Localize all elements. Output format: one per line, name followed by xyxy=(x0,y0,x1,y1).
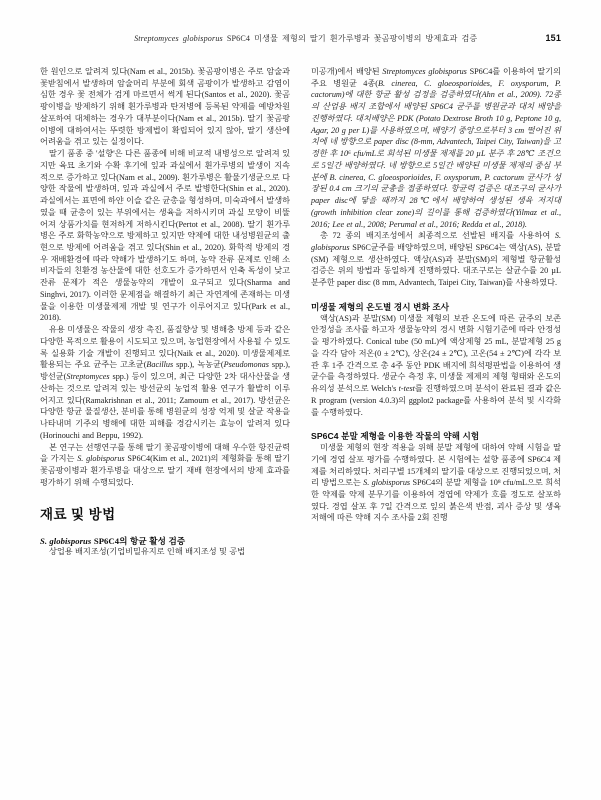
running-head-rest: SP6C4 미생물 제형의 딸기 흰가루병과 꽃곰팡이병의 방제효과 검증 xyxy=(226,34,478,43)
subsection-heading-phytotoxicity-test: SP6C4 분말 제형을 이용한 작물의 약해 시험 xyxy=(311,431,480,442)
paragraph: 한 원인으로 알려져 있다(Nam et al., 2015b). 꽃곰팡이병은 주로 암술과 꽃받침에서 발생하며 암술머리 부분에 회색 곰팡이가 발생하고 감염이 심한 경우 꽃 전체가 검게 마르면서 썩게 된다(Santos et al., 2020). 꽃곰팡이병을 방제하기 위해 흰가루병과 탄저병에 등록된 약제를 예방차원 살포하여 대체하는 경우가 대부분이다(Nam et al., 2015b). 딸기 꽃곰팡이병에 대하여서는 뚜렷한 방제법이 확립되어 있지 않아, 딸기 생산에 어려움을 겪고 있는 실정이다. xyxy=(40,67,290,147)
running-head-title xyxy=(40,33,545,44)
left-column xyxy=(40,66,290,782)
subsection-heading-genus: S. globisporus xyxy=(40,535,92,546)
running-head-genus: Streptomyces globisporus xyxy=(134,34,223,43)
subsection-heading-antifungal-activity xyxy=(40,536,290,547)
paragraph: 미생물 제형의 현장 적용을 위해 분말 제형에 대하여 약해 시험을 딸기에 경엽 살포 평가를 수행하였다. 본 시험에는 설향 품종에 SP6C4 제제를 처리하였다. 처리구별 15개체의 딸기를 대상으로 진행되었으며, 처리 방법으로는 S. globisporus SP6C4의 분말 제형을 10⁸ cfu/mL으로 희석한 약제를 약제 분무기를 이용하여 경엽에 약제가 흐를 정도로 살포하였다. 경엽 살포 후 7일 간격으로 잎의 붉은색 반점, 괴사 증상 및 생육 저해에 따른 약해 지수 조사를 2회 진행 xyxy=(311,443,561,523)
subsection-heading-temperature-stability: 미생물 제형의 온도별 경시 변화 조사 xyxy=(311,301,450,312)
two-column-body xyxy=(40,66,561,782)
section-heading-materials-and-methods: 재료 및 방법 xyxy=(40,507,116,523)
paragraph: 총 72 종의 배지조성에서 최종적으로 선발된 배지를 사용하여 S. globisporus SP6C균주를 배양하였으며, 배양된 SP6C4는 액상(AS), 분말(SM) 제형으로 생산하였다. 액상(AS)과 분말(SM)의 제형별 항균활성 검증은 위의 방법과 동일하게 진행하였다. 대조구로는 살균수를 20 µL 분주한 paper disc (8 mm, Advantech, Taipei City, Taiwan)를 사용하였다. xyxy=(311,231,561,288)
paragraph: 유용 미생물은 작물의 생장 촉진, 품질향상 및 병해충 방제 등과 같은 다양한 목적으로 활용이 시도되고 있으며, 농업현장에서 사용될 수 있도록 실용화 기술 개발이 진행되고 있다(Naik et al., 2020). 미생물제제로 활용되는 주요 균주는 고초균(Bacillus spp.), 녹농균(Pseudomonas spp.), 방선균(Streptomyces spp.) 등이 있으며, 최근 다양한 2차 대사산물을 생산하는 것으로 알려져 있는 방선균의 농업적 활용 연구가 활발히 이루어지고 있다(Ramakrishnan et al., 2011; Zamoum et al., 2017). 방선균은 다양한 항균 물질생산, 분비를 통해 병원균의 성장 억제 및 살균 작용을 나타내며 기주의 병해에 대한 피해를 경감시키는 효능이 알려져 있다(Horinouchi and Beppu, 1992). xyxy=(40,325,290,440)
subsection-heading-korean: 의 항균 활성 검증 xyxy=(119,535,186,546)
running-head xyxy=(40,33,561,49)
paragraph: 미공개)에서 배양된 Streptomyces globisporus SP6C4를 이용하여 딸기의 주요 병원균 4종(B. cinerea, C. gloeosporioides, F. oxysporum, P. cactorum)에 대한 항균 활성 검정을 검증하였다(Ahn et al., 2009). 72종의 산업용 배지 조합에서 배양된 SP6C4 균주를 병원균과 대치 배양을 진행하였다. 대치배양은 PDK (Potato Dextrose Broth 10 g, Peptone 10 g, Agar, 20 g per L)를 사용하였으며, 배양기 중앙으로부터 3 cm 떨어진 위치에 네 방향으로 paper disc (8-mm, Advantech, Taipei City, Taiwan)을 고정한 후 10⁶ cfu/mL로 희석된 미생물 제제를 20 µL 분주 후 28℃ 조건으로 5일간 배양하였다. 네 방향으로 5일간 배양된 미생물 제제의 중심 부분에 B. cinerea, C. gloeosporioides, F. oxysporum, P. cactorum 균사가 성장된 0.4 cm 크기의 균총을 접종하였다. 항균력 검증은 대조구의 균사가 paper disc에 닿을 때까지 28℃에서 배양하여 생성된 생육 저지대(growth inhibition clear zone)의 길이를 통해 검증하였다(Yilmaz et al., 2016; Lee et al., 2008; Perumal et al., 2016; Redda et al., 2018). xyxy=(311,67,562,229)
page-number: 151 xyxy=(545,33,561,43)
paragraph: 액상(AS)과 분말(SM) 미생물 제형의 보관 온도에 따른 균주의 보존 안정성을 조사를 하고자 생물농약의 경시 변화 시험기준에 따라 안정성을 평가하였다. Conical tube (50 mL)에 액상제형 25 mL, 분말제형 25 g을 각각 담아 저온(0 ± 2℃), 상온(24 ± 2℃), 고온(54 ± 2℃)에 각각 보관 후 1주 간격으로 총 4주 동안 PDK 배지에 희석평판법을 이용하여 생균수를 측정하였다. 생균수 측정 후, 미생물 제제의 제형 형태와 온도의 유의성 분석으로 Welch's t-test를 진행하였으며 분석이 완료된 결과 값은 R program (version 4.0.3)의 ggplot2 package를 사용하여 분석 및 시각화를 수행하였다. xyxy=(311,313,561,417)
spacer xyxy=(311,289,561,302)
spacer xyxy=(40,488,290,507)
right-column xyxy=(311,66,561,782)
paragraph: 상업용 배지조성(기업비밀유지로 인해 배지조성 및 공법 xyxy=(49,547,246,557)
spacer xyxy=(311,418,561,431)
paragraph: 본 연구는 선행연구를 통해 딸기 꽃곰팡이병에 대해 우수한 항진균력을 가지는 S. globisporus SP6C4(Kim et al., 2021)의 제형화를 통해 딸기 꽃곰팡이병과 흰가루병을 대상으로 딸기 재배 현장에서의 방제 효과를 평가하기 위해 수행되었다. xyxy=(40,442,290,487)
spacer xyxy=(40,524,290,536)
paragraph: 딸기 품종 중 '설향'은 다른 품종에 비해 비교적 내병성으로 알려져 있지만 육묘 초기와 수확 후기에 잎과 과실에서 흰가루병의 발생이 지속적으로 증가하고 있다(Nam et al., 2009). 흰가루병은 활물기생균으로 다양한 작물에 발생하며, 잎과 과실에서 주로 발병한다(Shin et al., 2020). 과실에서는 표면에 하얀 이슬 같은 균총을 형성하며, 미숙과에서 발생하였을 때 균총이 있는 부위에서는 생육을 저하시키며 과실 모양이 비뚤어져 상품가치를 현저하게 저하시킨다(Pertot et al., 2008). 딸기 흰가루병은 주로 화학농약으로 방제하고 있지만 약제에 대한 내성병원균의 출현으로 방제에 어려움을 겪고 있다(Shin et al., 2020). 화학적 방제의 경우 재배환경에 따라 약해가 발생하기도 하며, 농약 잔류 문제로 인해 소비자들의 친환경 농산물에 대한 선호도가 증가하면서 인축 독성이 낮고 잔류 문제가 적은 생물농약의 개발이 요구되고 있다(Sharma and Singhvi, 2017). 이러한 문제점을 해결하기 최근 자연계에 존재하는 미생물을 이용한 미생물제제 개발 및 연구가 이루어지고 있다(Park et al., 2018). xyxy=(40,149,290,323)
subsection-heading-strain: SP6C4 xyxy=(93,535,120,546)
